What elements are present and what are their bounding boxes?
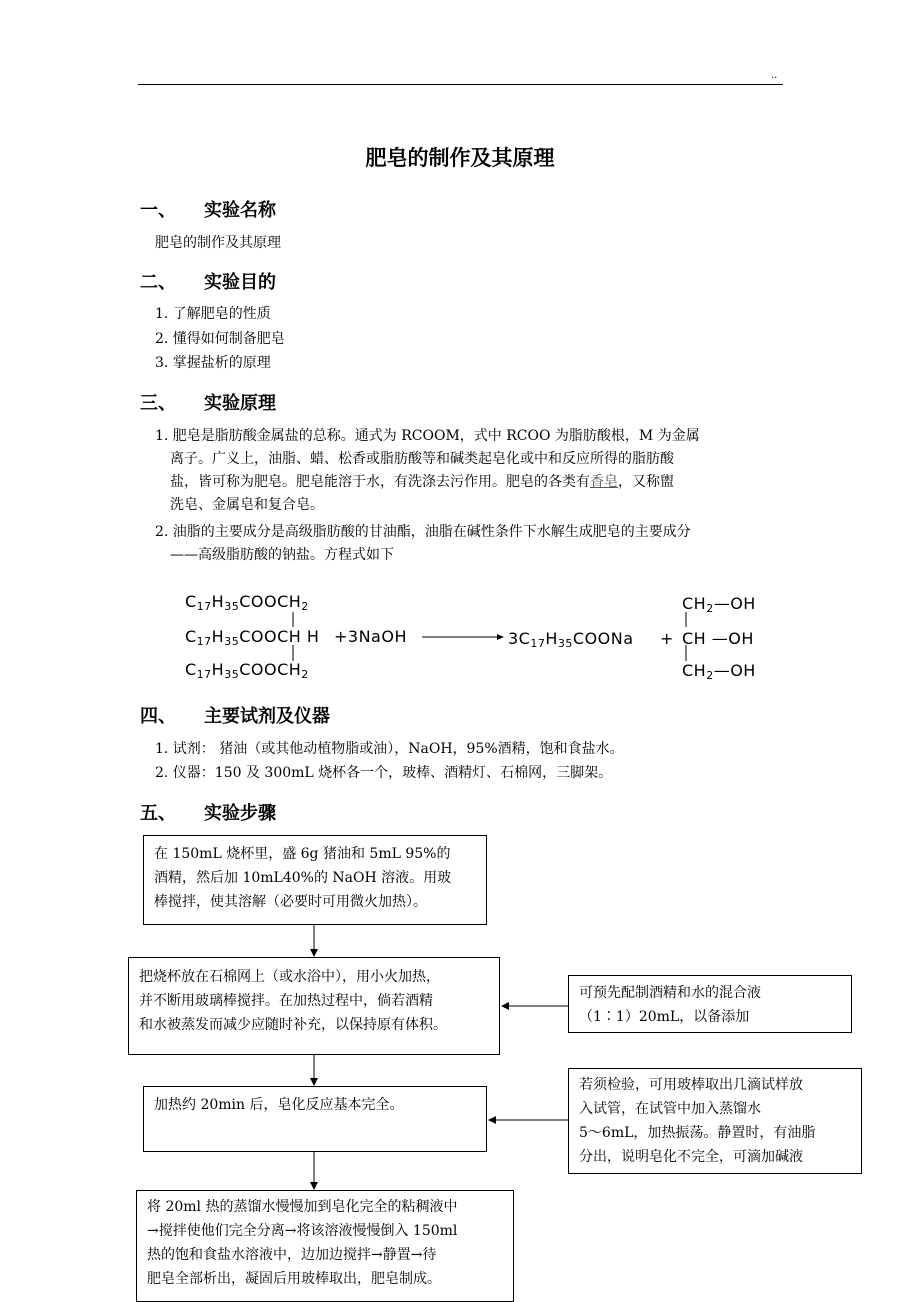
para1-line-3 xyxy=(155,471,700,494)
reactant-line-1: $C_{17}H_{35}COOCH_2$ xyxy=(185,592,309,613)
section-5-number: 五、 xyxy=(140,803,176,824)
flow-step-4-line: 将 20ml 热的蒸馏水慢慢加到皂化完全的粘稠液中 xyxy=(147,1199,458,1215)
section-4-title: 主要试剂及仪器 xyxy=(204,706,330,727)
section-2-item-2: 2. 懂得如何制备肥皂 xyxy=(155,331,285,347)
flow-step-2-line: 并不断用玻璃棒搅拌。在加热过程中，倘若酒精 xyxy=(139,993,433,1009)
section-1-body: 肥皂的制作及其原理 xyxy=(155,235,281,251)
flow-step-2 xyxy=(128,957,500,1055)
flow-step-4-line: →搅拌使他们完全分离→将该溶液慢慢倒入 150ml xyxy=(147,1223,458,1239)
para1-line-3-tail: ，又称盥 xyxy=(618,474,674,490)
glycerol-line-2: CH —OH xyxy=(682,629,754,648)
flow-step-4 xyxy=(136,1190,514,1302)
section-3-paragraph-2 xyxy=(155,521,691,567)
section-2-item-3: 3. 掌握盐析的原理 xyxy=(155,355,271,371)
section-2-title: 实验目的 xyxy=(204,272,276,293)
flow-note-2-line: 5～6mL，加热振荡。静置时，有油脂 xyxy=(579,1125,816,1141)
header-mark: .. xyxy=(771,70,778,81)
fragrant-soap-link[interactable]: 香皂 xyxy=(590,474,618,490)
reactant-line-2: $C_{17}H_{35}COOCH$ H xyxy=(185,627,320,648)
para1-line-1: 1. 肥皂是脂肪酸金属盐的总称。通式为 RCOOM，式中 RCOO 为脂肪酸根，M 为金属 xyxy=(155,428,700,444)
section-1-number: 一、 xyxy=(140,200,176,221)
flow-note-1 xyxy=(568,975,852,1033)
section-2-item-1: 1. 了解肥皂的性质 xyxy=(155,306,271,322)
flow-step-3-line: 加热约 20min 后，皂化反应基本完全。 xyxy=(154,1097,404,1113)
flow-step-2-line: 和水被蒸发而减少应随时补充，以保持原有体积。 xyxy=(139,1017,447,1033)
glycerol-line-3: $CH_2—OH$ xyxy=(682,661,756,682)
flow-note-2-line: 入试管，在试管中加入蒸馏水 xyxy=(579,1101,761,1117)
flow-note-1-line: （1∶1）20mL，以备添加 xyxy=(579,1009,750,1025)
product-plus: + xyxy=(660,629,674,648)
flow-step-1-line: 棒搅拌，使其溶解（必要时可用微火加热）。 xyxy=(154,894,427,910)
reactant-line-3: $C_{17}H_{35}COOCH_2$ xyxy=(185,660,309,681)
section-5-title: 实验步骤 xyxy=(204,803,276,824)
flow-step-1 xyxy=(143,835,487,925)
section-3-number: 三、 xyxy=(140,393,176,414)
flow-note-2-line: 若须检验，可用玻棒取出几滴试样放 xyxy=(579,1077,803,1093)
section-1-title: 实验名称 xyxy=(204,200,276,221)
page-title: 肥皂的制作及其原理 xyxy=(365,146,555,170)
flow-step-1-line: 在 150mL 烧杯里，盛 6g 猪油和 5mL 95%的 xyxy=(154,846,451,862)
section-2-number: 二、 xyxy=(140,272,176,293)
section-4-item-1: 1. 试剂： 猪油（或其他动植物脂或油），NaOH，95%酒精，饱和食盐水。 xyxy=(155,741,624,757)
flow-step-1-line: 酒精，然后加 10mL40%的 NaOH 溶液。用玻 xyxy=(154,870,452,886)
flow-step-3 xyxy=(143,1086,487,1152)
product-soap: $3C_{17}H_{35}COONa$ xyxy=(508,629,634,650)
para2-line-1: 2. 油脂的主要成分是高级脂肪酸的甘油酯，油脂在碱性条件下水解生成肥皂的主要成分 xyxy=(155,524,691,540)
flow-note-1-line: 可预先配制酒精和水的混合液 xyxy=(579,985,761,1001)
glycerol-line-1: $CH_2—OH$ xyxy=(682,594,756,615)
flow-step-4-line: 肥皂全部析出，凝固后用玻棒取出，肥皂制成。 xyxy=(147,1271,441,1287)
section-3-paragraph-1 xyxy=(155,425,700,517)
saponification-equation xyxy=(182,592,782,688)
section-3-title: 实验原理 xyxy=(204,393,276,414)
para1-line-4: 洗皂、金属皂和复合皂。 xyxy=(170,497,324,513)
section-4-item-2: 2. 仪器：150 及 300mL 烧杯各一个，玻棒、酒精灯、石棉网，三脚架。 xyxy=(155,765,613,781)
header-rule xyxy=(138,84,783,85)
flow-note-2-line: 分出，说明皂化不完全，可滴加碱液 xyxy=(579,1149,803,1165)
flow-note-2 xyxy=(568,1068,862,1174)
para1-line-2: 离子。广义上，油脂、蜡、松香或脂肪酸等和碱类起皂化或中和反应所得的脂肪酸 xyxy=(170,451,674,467)
flow-step-4-line: 热的饱和食盐水溶液中，边加边搅拌→静置→待 xyxy=(147,1247,437,1263)
naoh-term: +3NaOH xyxy=(334,627,407,646)
flow-step-2-line: 把烧杯放在石棉网上（或水浴中），用小火加热， xyxy=(139,969,440,985)
section-4-number: 四、 xyxy=(140,706,176,727)
para1-line-3-text: 盐，皆可称为肥皂。肥皂能溶于水，有洗涤去污作用。肥皂的各类有 xyxy=(170,474,590,490)
para2-line-2: ——高级脂肪酸的钠盐。方程式如下 xyxy=(170,547,394,563)
